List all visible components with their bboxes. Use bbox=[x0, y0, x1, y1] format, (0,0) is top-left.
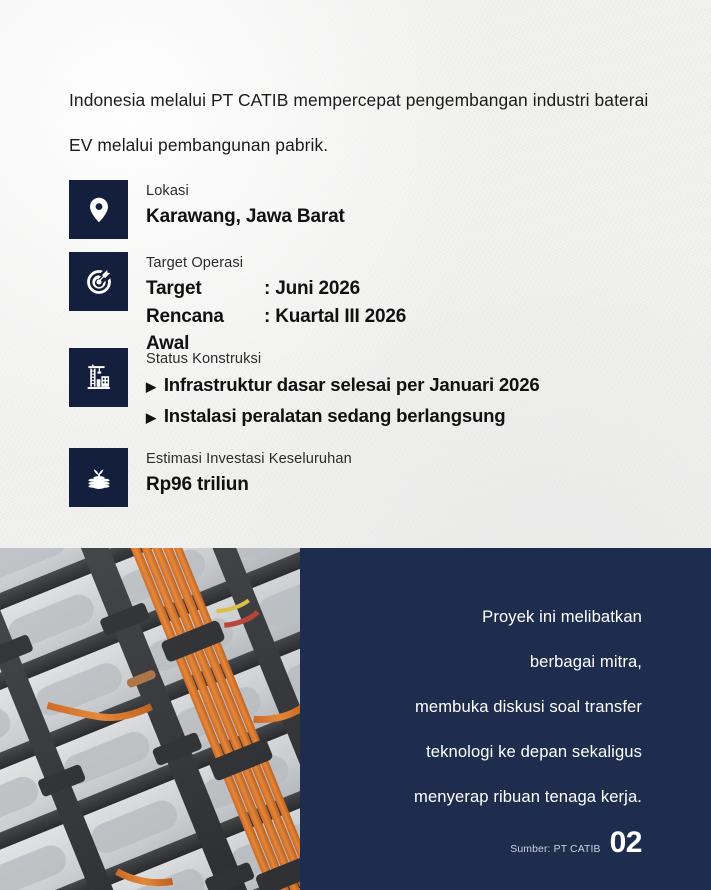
panel-paragraph bbox=[342, 594, 642, 819]
info-row-estimasi-investasi bbox=[69, 448, 352, 507]
plan-label: Rencana Awal bbox=[146, 305, 224, 354]
plan-value: : Kuartal III 2026 bbox=[264, 305, 407, 327]
panel-footer bbox=[510, 828, 642, 858]
status-bullet-item bbox=[146, 402, 539, 432]
panel-line: Proyek ini melibatkan bbox=[482, 607, 642, 626]
info-row-target-operasi-text bbox=[146, 252, 406, 358]
page-number: 02 bbox=[609, 826, 642, 859]
info-row-estimasi-investasi-text bbox=[146, 448, 352, 498]
status-bullet-text: Infrastruktur dasar selesai per Januari 2026 bbox=[163, 374, 540, 395]
money-growth-icon bbox=[69, 448, 128, 507]
triangle-bullet-icon: ▶ bbox=[146, 410, 156, 425]
ev-battery-pack-photo bbox=[0, 548, 300, 890]
panel-line: berbagai mitra, bbox=[529, 652, 642, 671]
panel-line: membuka diskusi soal transfer bbox=[414, 697, 642, 716]
info-row-lokasi bbox=[69, 180, 345, 239]
info-row-status-konstruksi-label: Status Konstruksi bbox=[146, 351, 262, 367]
page-headline: Indonesia melalui PT CATIB mempercepat pengembangan industri baterai EV melalui pembangunan pabrik. bbox=[69, 90, 649, 155]
target-bullseye-icon bbox=[69, 252, 128, 311]
bottom-section bbox=[0, 548, 711, 890]
status-bullet-item bbox=[146, 371, 539, 401]
panel-line: teknologi ke depan sekaligus bbox=[426, 742, 642, 761]
info-row-lokasi-text bbox=[146, 180, 345, 230]
info-row-estimasi-investasi-value: Rp96 triliun bbox=[146, 474, 249, 495]
location-pin-icon bbox=[69, 180, 128, 239]
target-value: : Juni 2026 bbox=[264, 278, 361, 299]
target-label: Target bbox=[146, 278, 202, 299]
info-row-estimasi-investasi-label: Estimasi Investasi Keseluruhan bbox=[146, 451, 352, 467]
info-row-lokasi-value: Karawang, Jawa Barat bbox=[146, 206, 345, 227]
target-dates-grid bbox=[146, 275, 406, 358]
status-bullet-text: Instalasi peralatan sedang berlangsung bbox=[163, 405, 506, 426]
info-row-status-konstruksi-text bbox=[146, 348, 539, 432]
quote-panel bbox=[300, 548, 711, 890]
info-row-status-konstruksi bbox=[69, 348, 539, 432]
triangle-bullet-icon: ▶ bbox=[146, 379, 156, 394]
info-row-lokasi-label: Lokasi bbox=[146, 183, 189, 199]
info-row-target-operasi-label: Target Operasi bbox=[146, 255, 244, 271]
source-label: Sumber: PT CATIB bbox=[510, 844, 601, 855]
info-row-target-operasi bbox=[69, 252, 406, 358]
panel-line: menyerap ribuan tenaga kerja. bbox=[414, 787, 642, 806]
construction-crane-icon bbox=[69, 348, 128, 407]
